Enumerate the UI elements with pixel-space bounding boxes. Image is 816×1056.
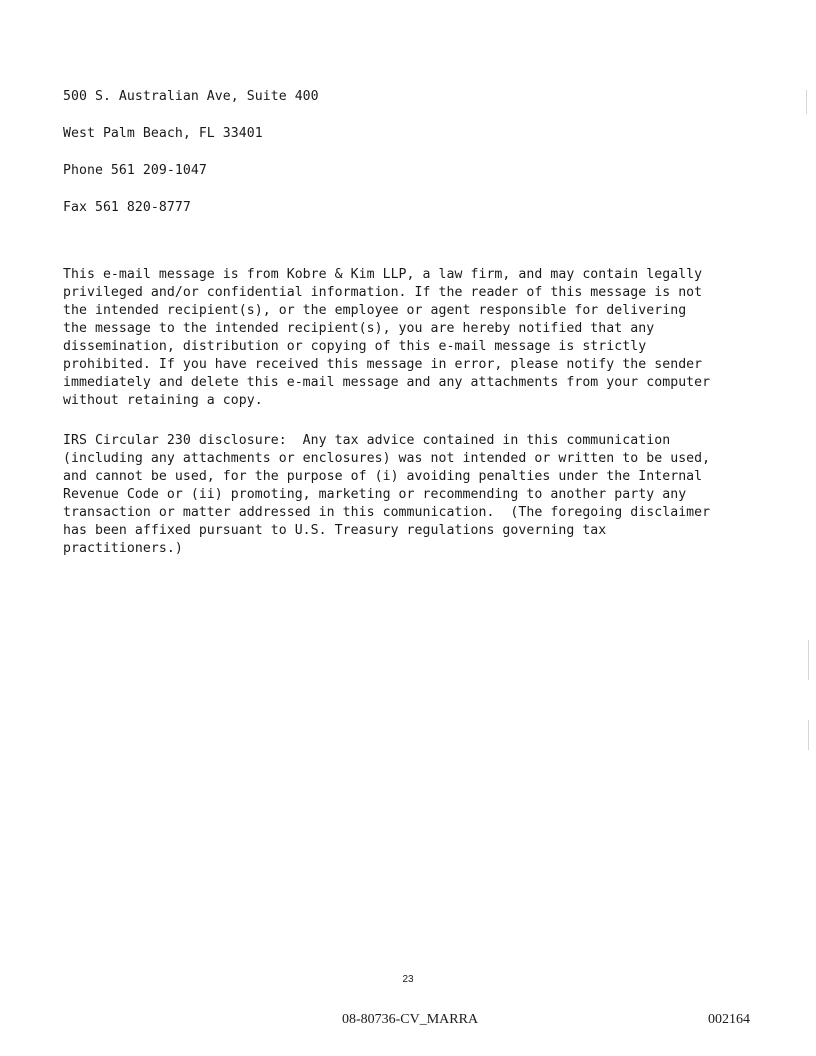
irs-circular-230-disclosure [63, 432, 783, 558]
irs-line: has been affixed pursuant to U.S. Treasury regulations governing tax [63, 523, 607, 538]
page-number: 23 [402, 974, 414, 985]
irs-line: and cannot be used, for the purpose of (i) avoiding penalties under the Internal [63, 469, 703, 484]
address-street: 500 S. Australian Ave, Suite 400 [63, 89, 319, 104]
irs-line: practitioners.) [63, 541, 183, 556]
disclaimer-line: without retaining a copy. [63, 393, 263, 408]
irs-line: Revenue Code or (ii) promoting, marketing or recommending to another party any [63, 487, 687, 502]
disclaimer-line: dissemination, distribution or copying of this e-mail message is strictly [63, 339, 647, 354]
disclaimer-line: the intended recipient(s), or the employee or agent responsible for delivering [63, 303, 687, 318]
scan-artifact [808, 640, 809, 680]
irs-line: transaction or matter addressed in this communication. (The foregoing disclaimer [63, 505, 711, 520]
disclaimer-line: prohibited. If you have received this message in error, please notify the sender [63, 357, 703, 372]
disclaimer-line: This e-mail message is from Kobre & Kim LLP, a law firm, and may contain legally [63, 267, 703, 282]
confidentiality-disclaimer [63, 266, 783, 410]
address-city: West Palm Beach, FL 33401 [63, 126, 263, 141]
irs-line: IRS Circular 230 disclosure: Any tax advice contained in this communication [63, 433, 671, 448]
address-block [63, 88, 763, 236]
disclaimer-line: privileged and/or confidential information. If the reader of this message is not [63, 285, 703, 300]
scan-artifact [806, 90, 807, 114]
disclaimer-line: immediately and delete this e-mail message and any attachments from your computer [63, 375, 711, 390]
disclaimer-line: the message to the intended recipient(s), you are hereby notified that any [63, 321, 655, 336]
irs-line: (including any attachments or enclosures) was not intended or written to be used, [63, 451, 711, 466]
bates-number: 002164 [708, 1012, 750, 1027]
scan-artifact [808, 720, 809, 750]
address-phone: Phone 561 209-1047 [63, 163, 207, 178]
address-fax: Fax 561 820-8777 [63, 200, 191, 215]
case-number: 08-80736-CV_MARRA [341, 1012, 479, 1027]
